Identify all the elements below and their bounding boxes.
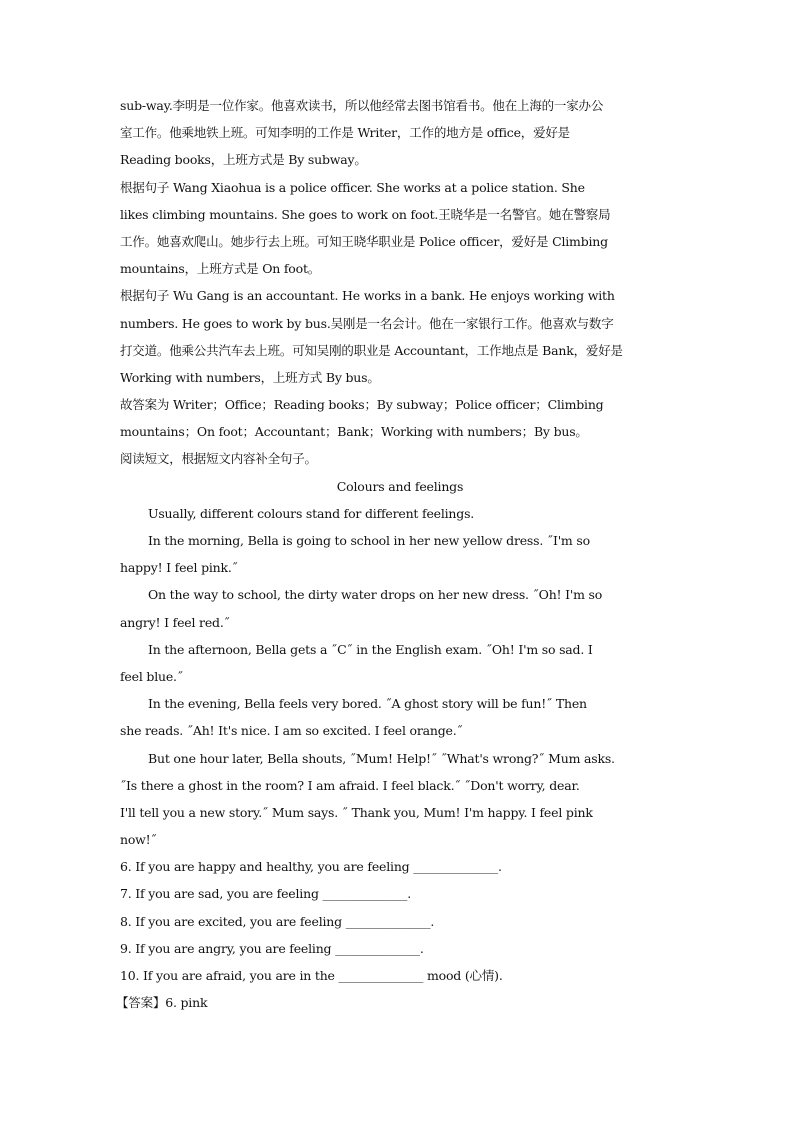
reading-passage xyxy=(120,473,680,854)
passage-line: Usually, different colours stand for different feelings. xyxy=(148,505,475,521)
question-item: 10. If you are afraid, you are in the ______________ mood (心情). xyxy=(120,968,503,983)
explanation-line: mountains；On foot；Accountant；Bank；Working with numbers；By bus。 xyxy=(120,424,588,440)
document-page xyxy=(116,92,680,1016)
explanation-line: likes climbing mountains. She goes to work on foot.王晓华是一名警官。她在警察局 xyxy=(120,206,611,222)
explanation-line: Reading books，上班方式是 By subway。 xyxy=(120,152,367,168)
passage-title: Colours and feelings xyxy=(336,478,464,494)
explanation-line: 根据句子 Wu Gang is an accountant. He works in a bank. He enjoys working with xyxy=(120,288,615,304)
passage-line: In the afternoon, Bella gets a ˝C˝ in the English exam. ˝Oh! I'm so sad. I xyxy=(148,641,593,657)
passage-line: On the way to school, the dirty water drops on her new dress. ˝Oh! I'm so xyxy=(148,587,603,603)
passage-line: In the morning, Bella is going to school in her new yellow dress. ˝I'm so xyxy=(148,533,590,548)
passage-line: she reads. ˝Ah! It's nice. I am so excited. I feel orange.˝ xyxy=(120,723,463,739)
question-item: 6. If you are happy and healthy, you are feeling ______________. xyxy=(120,859,502,875)
explanation-line: 故答案为 Writer；Office；Reading books；By subway；Police officer；Climbing xyxy=(120,397,604,413)
passage-line: In the evening, Bella feels very bored. ˝A ghost story will be fun!˝ Then xyxy=(148,696,587,712)
question-item: 7. If you are sad, you are feeling ______________. xyxy=(120,886,411,902)
question-item: 8. If you are excited, you are feeling ______________. xyxy=(120,913,435,929)
explanation-line: mountains，上班方式是 On foot。 xyxy=(120,261,321,277)
answer-text: 【答案】6. pink xyxy=(116,995,208,1011)
passage-line: now!˝ xyxy=(120,832,157,848)
question-item: 9. If you are angry, you are feeling ______________. xyxy=(120,940,424,956)
explanation-line: 打交道。他乘公共汽车去上班。可知吴刚的职业是 Accountant，工作地点是 Bank，爱好是 xyxy=(120,342,623,358)
passage-line: angry! I feel red.˝ xyxy=(120,614,230,630)
explanation-line: 工作。她喜欢爬山。她步行去上班。可知王晓华职业是 Police officer，爱好是 Climbing xyxy=(120,233,608,249)
instruction-text: 阅读短文，根据短文内容补全句子。 xyxy=(120,451,317,467)
passage-line: feel blue.˝ xyxy=(120,668,183,684)
passage-line: ˝Is there a ghost in the room? I am afraid. I feel black.˝ ˝Don't worry, dear. xyxy=(120,777,580,793)
explanation-line: 根据句子 Wang Xiaohua is a police officer. She works at a police station. She xyxy=(120,179,585,195)
explanation-section xyxy=(120,92,680,445)
passage-line: happy! I feel pink.˝ xyxy=(120,560,238,576)
passage-line: But one hour later, Bella shouts, ˝Mum! Help!˝ ˝What's wrong?˝ Mum asks. xyxy=(148,750,615,766)
explanation-line: sub-way.李明是一位作家。他喜欢读书，所以他经常去图书馆看书。他在上海的一家办公 xyxy=(120,98,604,113)
explanation-line: 室工作。他乘地铁上班。可知李明的工作是 Writer，工作的地方是 office，爱好是 xyxy=(120,125,570,141)
explanation-line: Working with numbers，上班方式 By bus。 xyxy=(120,369,380,385)
explanation-line: numbers. He goes to work by bus.吴刚是一名会计。他在一家银行工作。他喜欢与数字 xyxy=(120,315,614,331)
question-list xyxy=(120,853,680,989)
passage-line: I'll tell you a new story.˝ Mum says. ˝ Thank you, Mum! I'm happy. I feel pink xyxy=(120,804,593,820)
